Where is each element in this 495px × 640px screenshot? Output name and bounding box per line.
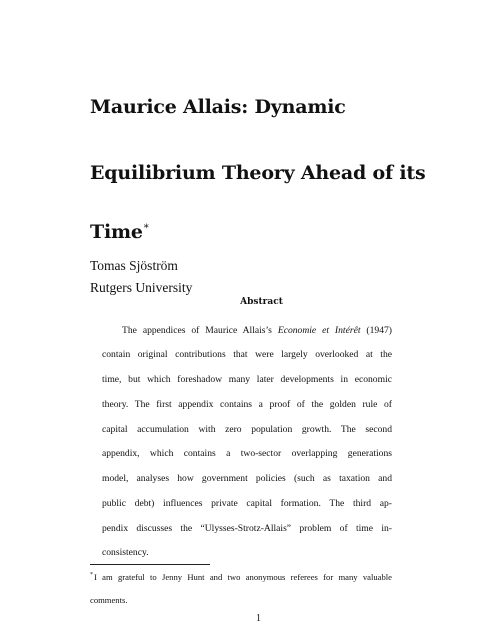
footnote-line-2: comments.	[90, 595, 128, 605]
abstract-line: public debt) influences private capital formation. The third ap-	[102, 498, 392, 509]
title-footnote-marker: *	[143, 222, 149, 234]
paper-title-line-2: Equilibrium Theory Ahead of its	[90, 162, 426, 184]
abstract-line: pendix discusses the “Ulysses-Strotz-Allais” problem of time in-	[102, 523, 392, 534]
abstract-line: time, but which foreshadow many later developments in economic	[102, 374, 392, 385]
abstract-line: consistency.	[102, 547, 149, 558]
abstract-heading: Abstract	[240, 297, 283, 307]
paper-title-line-3	[90, 223, 149, 242]
abstract-line: contain original contributions that were largely overlooked at the	[102, 349, 392, 360]
book-title: Economie et Intérêt	[277, 325, 361, 336]
abstract-line: model, analyses how government policies (such as taxation and	[102, 473, 392, 484]
abstract-line-1	[122, 326, 392, 336]
author-name: Tomas Sjöström	[90, 258, 178, 273]
author-affiliation: Rutgers University	[90, 280, 193, 295]
abstract-line: appendix, which contains a two-sector overlapping generations	[102, 448, 392, 459]
footnote-divider	[90, 564, 210, 565]
paper-title-line-1: Maurice Allais: Dynamic	[90, 96, 346, 118]
page-number: 1	[256, 613, 261, 624]
footnote-line-1	[90, 572, 392, 581]
abstract-line: capital accumulation with zero population growth. The second	[102, 424, 392, 435]
footnote-marker: *	[90, 572, 93, 578]
footnote-text: I am grateful to Jenny Hunt and two anonymous referees for many valuable	[94, 571, 392, 582]
abstract-line-1-start: The appendices of Maurice Allais’s	[122, 325, 278, 336]
abstract-line-1-end: (1947)	[360, 325, 393, 336]
abstract-line: theory. The first appendix contains a proof of the golden rule of	[102, 399, 392, 410]
paper-title-last-word: Time	[90, 221, 143, 243]
